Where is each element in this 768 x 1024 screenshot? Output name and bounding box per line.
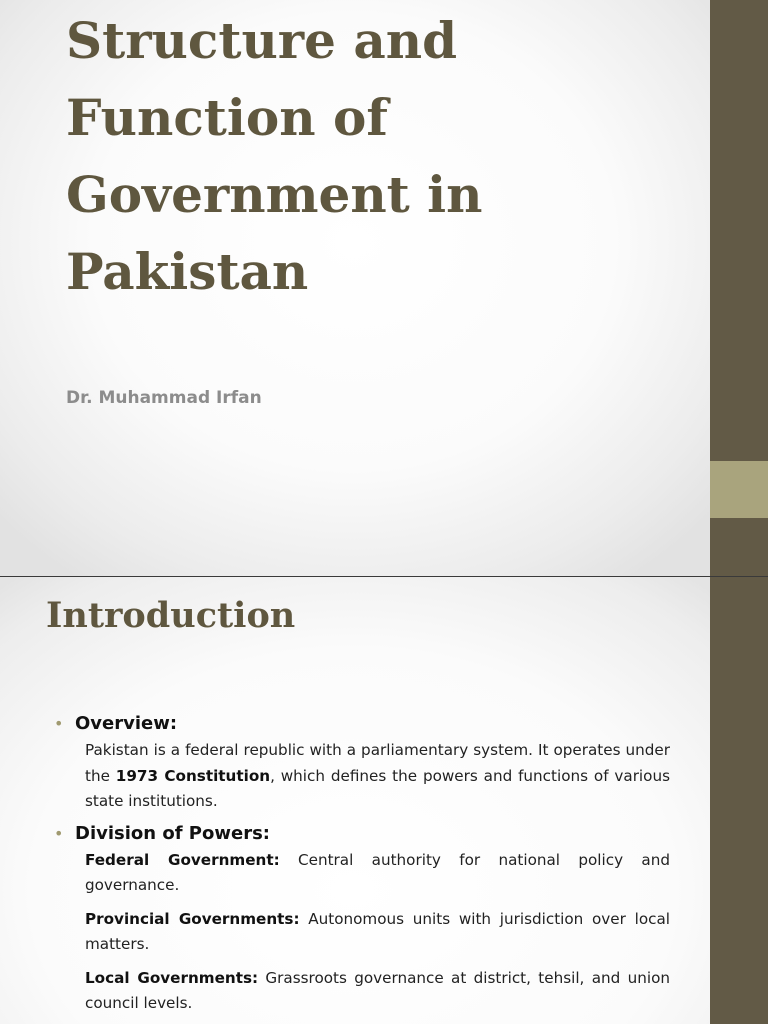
bullet-icon: •	[54, 823, 64, 843]
division-item-federal	[85, 848, 670, 899]
side-band	[710, 577, 768, 1024]
bullet-label: Overview:	[75, 713, 178, 734]
side-accent	[710, 461, 768, 518]
division-desc: Autonomous units with jurisdiction over local matters.	[85, 909, 670, 953]
title-line: Structure and	[66, 11, 458, 70]
division-term: Provincial Governments:	[85, 909, 300, 928]
division-term: Local Governments:	[85, 968, 259, 987]
overview-paragraph	[85, 738, 670, 815]
division-desc: Grassroots governance at district, tehsil, and union council levels.	[85, 968, 670, 1012]
division-term: Federal Government:	[85, 850, 280, 869]
title-line: Government in	[66, 165, 483, 224]
bullet-overview	[54, 713, 670, 734]
division-item-provincial	[85, 907, 670, 958]
slide-heading: Introduction	[46, 595, 296, 636]
introduction-slide	[0, 577, 768, 1024]
overview-text: , which defines the powers and functions of various state institutions.	[85, 766, 670, 810]
author-name: Dr. Muhammad Irfan	[66, 388, 262, 408]
slide-title	[66, 2, 666, 310]
bullet-icon: •	[54, 714, 64, 733]
bullet-division	[54, 823, 670, 844]
division-item-local	[85, 966, 670, 1017]
slide-body	[54, 713, 670, 1024]
bullet-label: Division of Powers:	[75, 822, 270, 844]
overview-text: Pakistan is a federal republic with a parliamentary system. It operates under the	[85, 741, 670, 785]
title-line: Function of	[66, 88, 388, 147]
title-line: Pakistan	[66, 242, 309, 301]
division-desc: Central authority for national policy and governance.	[85, 850, 670, 894]
constitution-term: 1973 Constitution	[115, 766, 271, 785]
